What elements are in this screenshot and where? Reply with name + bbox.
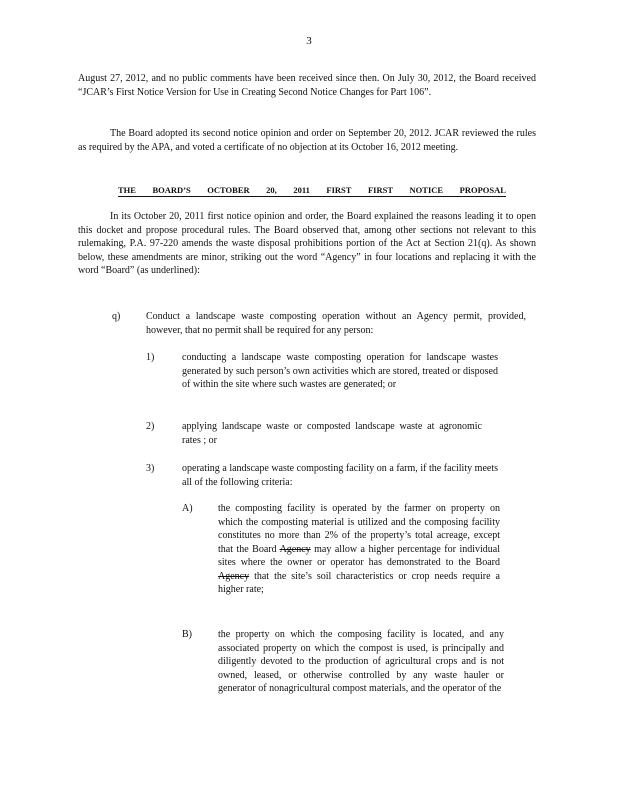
sub-item-a-text-part: may allow a higher percentage for individual sites where the owner or operator has demonstrated to the Board (218, 543, 500, 568)
item-2-label: 2) (146, 421, 155, 432)
item-2-text: applying landscape waste or composted landscape waste at agronomic rates ; or (182, 421, 482, 446)
sub-item-b-text: the property on which the composing facility is located, and any associated property on which the compost is used, is principally and diligently devoted to the production of agricultural crops and is not owned, leased, or otherwise controlled by any waste hauler or generator of nonagricultural compost materials, and the operator of the (218, 629, 504, 694)
heading-word: 20, (266, 185, 277, 195)
section-heading (118, 185, 506, 197)
item-1-label: 1) (146, 352, 155, 363)
struck-word: Agency (218, 570, 250, 582)
paragraph-1: August 27, 2012, and no public comments have been received since then. On July 30, 2012, the Board received “JCAR’s First Notice Version for Use in Creating Second Notice Changes for Part 106”. (78, 73, 536, 98)
item-3-text: operating a landscape waste composting facility on a farm, if the facility meets all of the following criteria: (182, 463, 498, 488)
sub-item-a-text-part: that the site’s soil characteristics or crop needs require a higher rate; (218, 570, 500, 595)
sub-item-a-text-part: the composting facility is operated by the farmer on property on which the composting material is utilized and the composing facility constitutes no more than 2% of the property’s total acreage, except that the Board (218, 503, 500, 555)
sub-item-a-label: A) (182, 503, 193, 514)
heading-word: PROPOSAL (459, 185, 506, 195)
heading-word: OCTOBER (207, 185, 250, 195)
item-q-text: Conduct a landscape waste composting operation without an Agency permit, provided, however, that no permit shall be required for any person: (146, 311, 526, 336)
struck-word: Agency (279, 543, 311, 555)
heading-word: FIRST (326, 185, 352, 195)
paragraph-3: In its October 20, 2011 first notice opinion and order, the Board explained the reasons leading it to open this docket and propose procedural rules. The Board observed that, among other sections not relevant to this rulemaking, P.A. 97-220 amends the waste disposal prohibitions portion of the Act at Section 21(q). As shown below, these amendments are minor, striking out the word “Agency” in four locations and replacing it with the word “Board” (as underlined): (78, 211, 536, 276)
page-number: 3 (306, 35, 312, 47)
item-q-label: q) (112, 311, 121, 322)
sub-item-b-label: B) (182, 629, 192, 640)
paragraph-2: The Board adopted its second notice opinion and order on September 20, 2012. JCAR reviewed the rules as required by the APA, and voted a certificate of no objection at its October 16, 2012 meeting. (78, 128, 536, 153)
item-3-label: 3) (146, 463, 155, 474)
sub-item-a-text (218, 502, 500, 597)
heading-word: THE (118, 185, 136, 195)
heading-word: FIRST (367, 185, 394, 195)
heading-word: NOTICE (409, 185, 444, 195)
item-1-text: conducting a landscape waste composting operation for landscape wastes generated by such person’s own activities which are stored, treated or disposed of within the site where such wastes are generated; or (182, 352, 498, 390)
heading-word: BOARD’S (152, 185, 191, 195)
heading-word: 2011 (293, 185, 310, 195)
